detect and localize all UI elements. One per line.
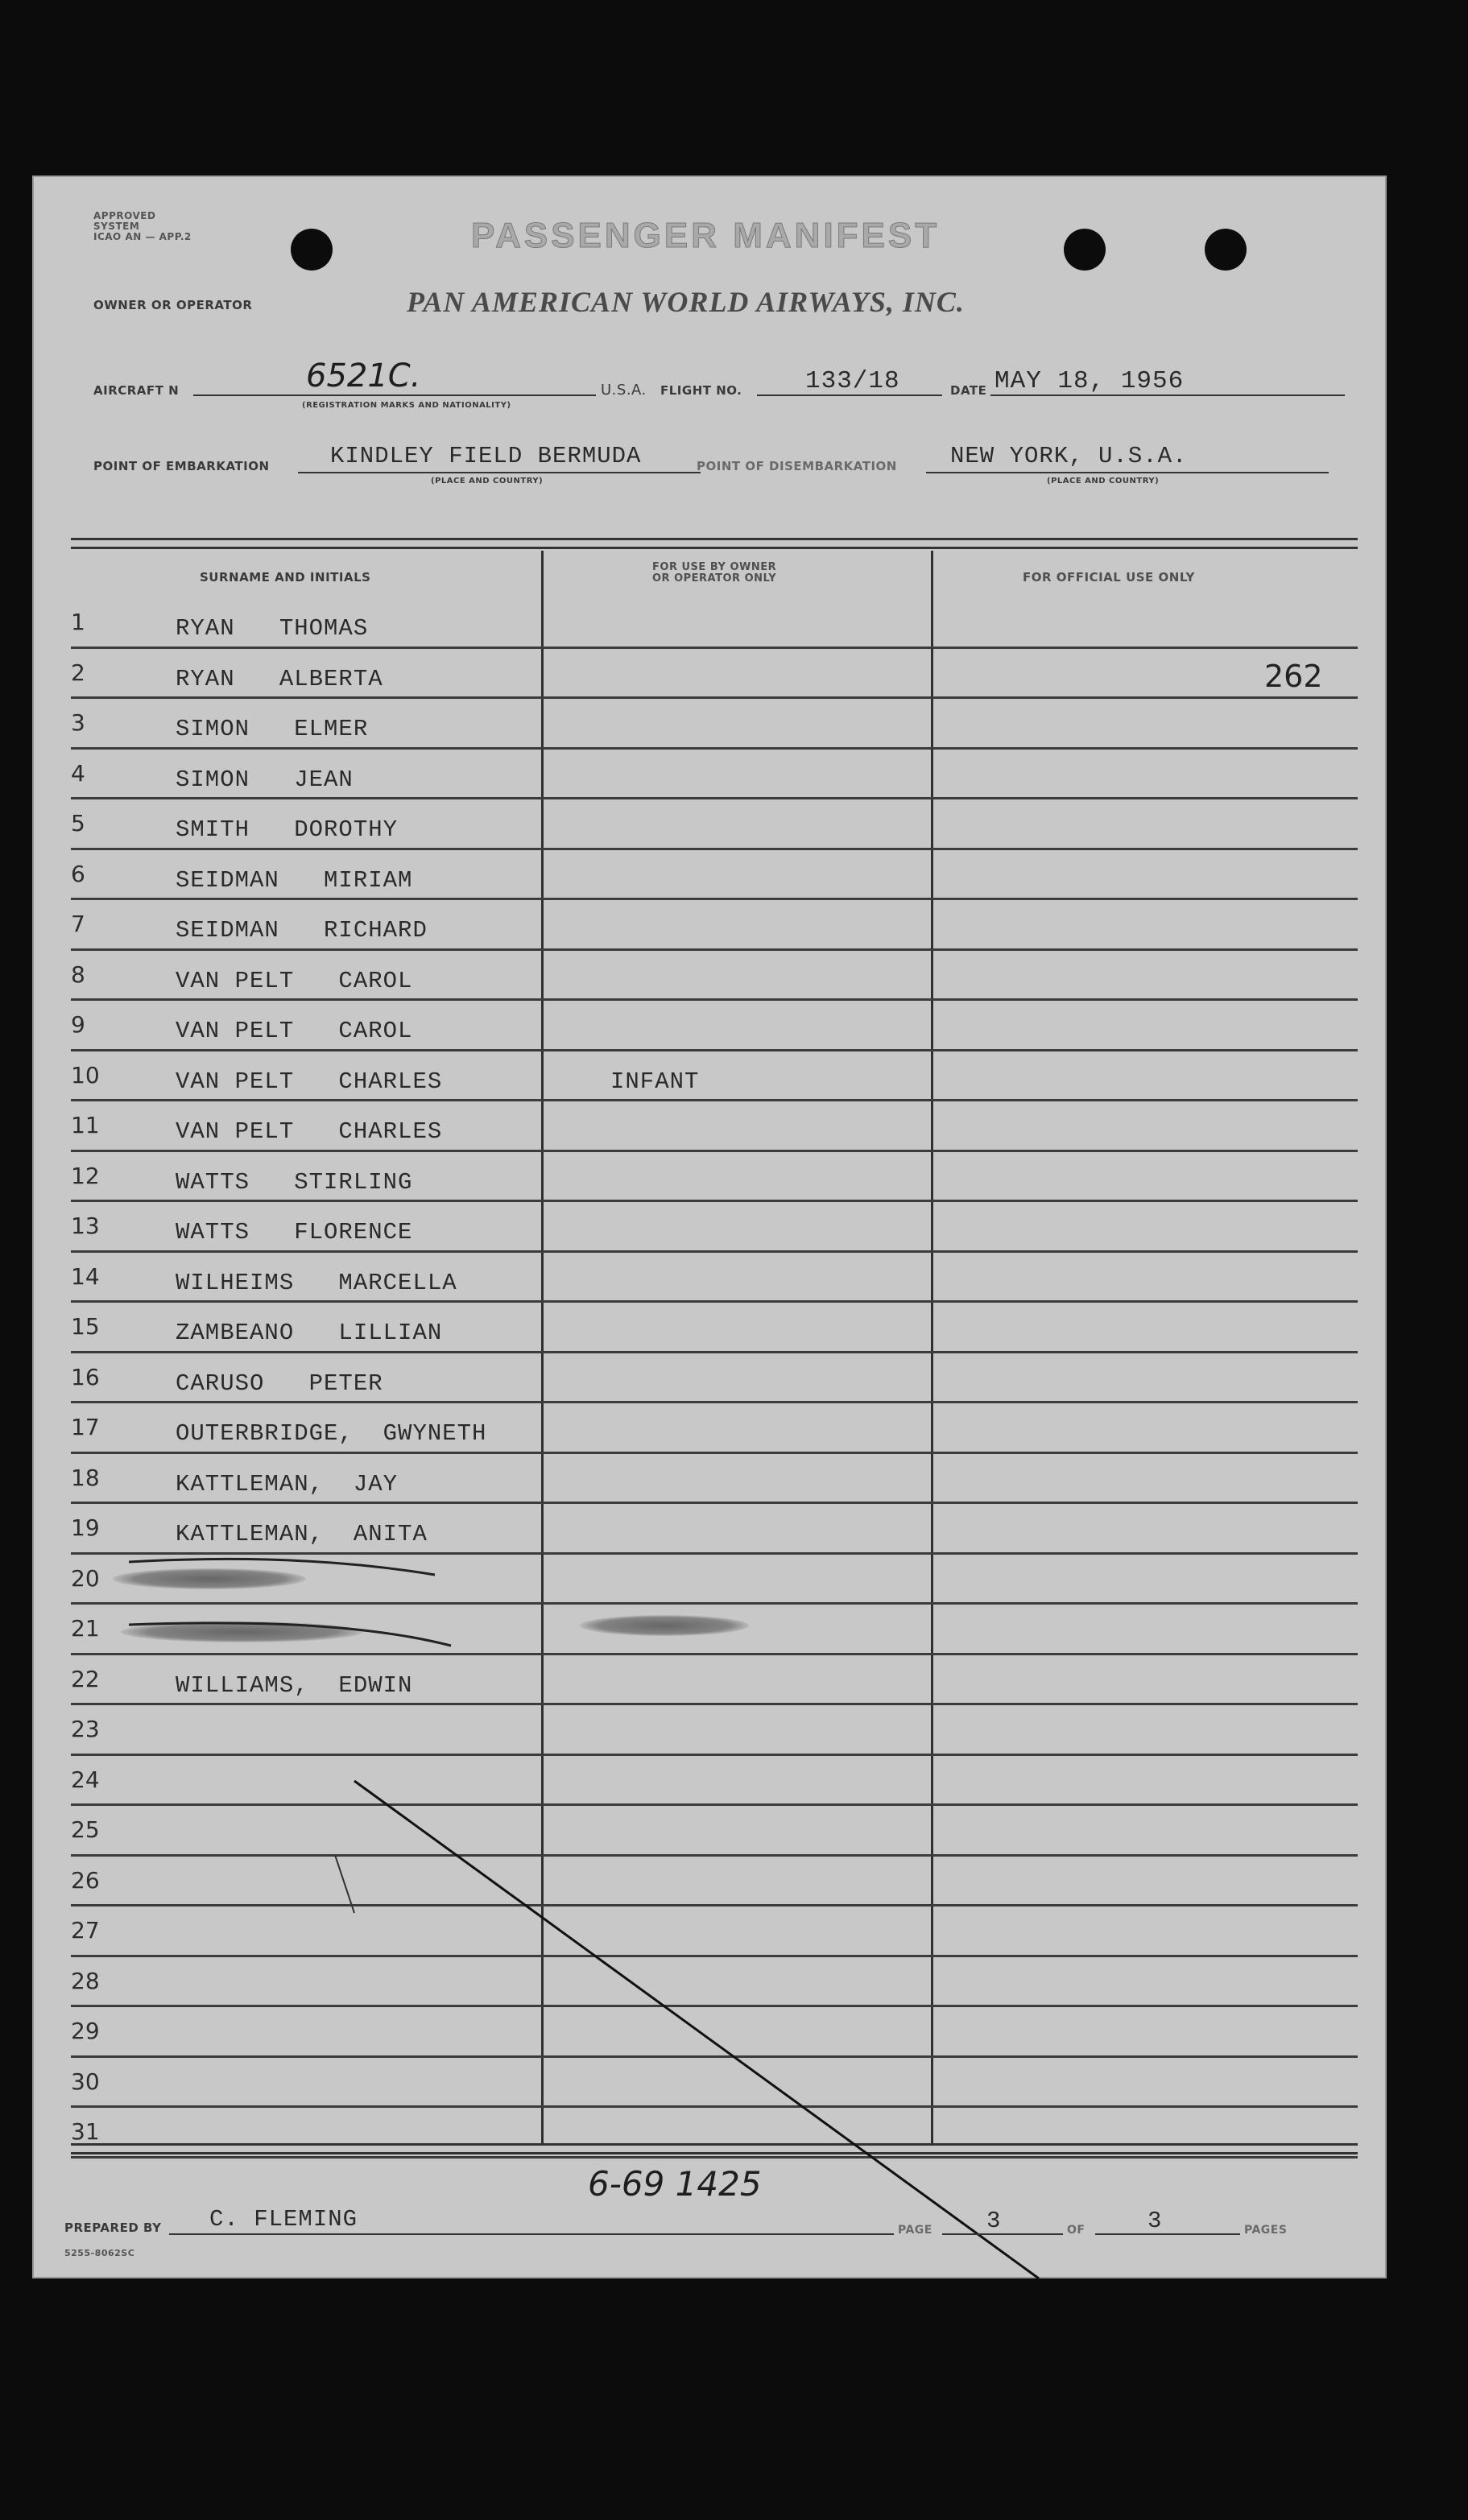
row-number: 19 xyxy=(71,1514,100,1541)
row-number: 13 xyxy=(71,1212,100,1239)
passenger-name: VAN PELT CHARLES xyxy=(176,1118,443,1145)
passenger-name: WILLIAMS, EDWIN xyxy=(176,1671,413,1699)
of-underline xyxy=(1095,2233,1240,2235)
prepared-value: C. FLEMING xyxy=(209,2206,358,2233)
page-title: PASSENGER MANIFEST xyxy=(471,216,941,255)
aircraft-value: 6521C. xyxy=(306,357,421,395)
row-number: 7 xyxy=(71,911,85,937)
embark-value: KINDLEY FIELD BERMUDA xyxy=(330,443,642,469)
row-number: 3 xyxy=(71,709,85,736)
row-number: 22 xyxy=(71,1665,100,1692)
registration-caption: (REGISTRATION MARKS AND NATIONALITY) xyxy=(302,401,511,410)
underline-flourish xyxy=(129,1623,451,1646)
row-number: 10 xyxy=(71,1061,100,1089)
row-number: 30 xyxy=(71,2068,100,2095)
row-number: 11 xyxy=(71,1112,100,1138)
passenger-name: RYAN THOMAS xyxy=(176,615,369,642)
passenger-name: KATTLEMAN, JAY xyxy=(176,1470,399,1498)
row-number: 1 xyxy=(71,609,85,635)
row-number: 16 xyxy=(71,1363,100,1390)
of-value: 3 xyxy=(1148,2208,1163,2234)
passenger-name: SEIDMAN RICHARD xyxy=(176,917,428,944)
row-number: 5 xyxy=(71,810,85,837)
page-label: PAGE xyxy=(898,2224,932,2237)
date-label: DATE xyxy=(950,383,987,398)
row-number: 26 xyxy=(71,1866,100,1894)
manifest-sheet xyxy=(32,176,1387,2278)
row-number: 25 xyxy=(71,1816,100,1843)
strike-stroke xyxy=(354,1781,1039,2278)
row-number: 6 xyxy=(71,860,85,887)
approval-line: APPROVED xyxy=(93,210,156,221)
row-number: 14 xyxy=(71,1262,100,1290)
row-number: 21 xyxy=(71,1615,100,1642)
prepared-label: PREPARED BY xyxy=(64,2220,162,2235)
passenger-name: VAN PELT CAROL xyxy=(176,1018,413,1044)
passenger-name: WATTS STIRLING xyxy=(176,1168,413,1196)
usa-label: U.S.A. xyxy=(601,382,647,399)
passenger-name: ZAMBEANO LILLIAN xyxy=(176,1320,443,1346)
owner-value: PAN AMERICAN WORLD AIRWAYS, INC. xyxy=(407,286,965,318)
flight-label: FLIGHT NO. xyxy=(660,383,742,398)
of-label: OF xyxy=(1067,2224,1085,2237)
row-number: 15 xyxy=(71,1313,100,1340)
passenger-name: SEIDMAN MIRIAM xyxy=(176,866,413,894)
header-surname: SURNAME AND INITIALS xyxy=(200,570,371,585)
underline-flourish xyxy=(129,1559,435,1575)
owner-note: INFANT xyxy=(610,1068,700,1095)
page-underline xyxy=(942,2233,1063,2235)
passenger-name: SIMON JEAN xyxy=(176,766,354,793)
strike-line xyxy=(32,176,1387,2278)
disembark-label: POINT OF DISEMBARKATION xyxy=(697,459,897,473)
embark-label: POINT OF EMBARKATION xyxy=(93,459,270,473)
row-number: 8 xyxy=(71,960,85,988)
approval-line: SYSTEM xyxy=(93,221,140,232)
row-number: 31 xyxy=(71,2118,100,2145)
passenger-name: SMITH DOROTHY xyxy=(176,816,399,843)
page-value: 3 xyxy=(986,2208,1002,2234)
pen-tick xyxy=(335,1855,354,1913)
owner-label: OWNER OR OPERATOR xyxy=(93,298,253,312)
row-number: 29 xyxy=(71,2018,100,2044)
passenger-name: CARUSO PETER xyxy=(176,1369,383,1397)
row-number: 20 xyxy=(71,1564,100,1592)
pages-label: PAGES xyxy=(1244,2224,1288,2237)
row-number: 23 xyxy=(71,1716,100,1742)
passenger-name: SIMON ELMER xyxy=(176,716,369,742)
form-number: 5255-8062SC xyxy=(64,2248,135,2258)
row-number: 2 xyxy=(71,659,85,686)
row-number: 12 xyxy=(71,1162,100,1189)
embark-caption: (PLACE AND COUNTRY) xyxy=(431,477,544,485)
disembark-value: NEW YORK, U.S.A. xyxy=(950,443,1188,469)
row-number: 18 xyxy=(71,1464,100,1491)
row-number: 24 xyxy=(71,1766,100,1793)
handwritten-note: 6-69 1425 xyxy=(588,2164,762,2204)
flight-value: 133/18 xyxy=(805,367,900,395)
passenger-name: RYAN ALBERTA xyxy=(176,665,383,692)
stamp-number: 262 xyxy=(1264,659,1323,694)
date-value: MAY 18, 1956 xyxy=(995,367,1185,395)
header-owner-line: FOR USE BY OWNER xyxy=(652,561,777,573)
passenger-name: OUTERBRIDGE, GWYNETH xyxy=(176,1420,487,1447)
passenger-name: KATTLEMAN, ANITA xyxy=(176,1521,428,1547)
approval-line: ICAO AN — APP.2 xyxy=(93,231,192,242)
row-number: 9 xyxy=(71,1011,85,1038)
row-number: 27 xyxy=(71,1917,100,1944)
passenger-name: VAN PELT CAROL xyxy=(176,967,413,994)
header-owner-line: OR OPERATOR ONLY xyxy=(652,572,777,585)
header-official-use: FOR OFFICIAL USE ONLY xyxy=(1023,570,1195,585)
row-number: 4 xyxy=(71,759,85,787)
disembark-caption: (PLACE AND COUNTRY) xyxy=(1047,477,1160,485)
aircraft-label: AIRCRAFT N xyxy=(93,383,180,398)
row-number: 17 xyxy=(71,1414,100,1440)
row-number: 28 xyxy=(71,1967,100,1994)
passenger-name: WATTS FLORENCE xyxy=(176,1219,413,1246)
passenger-name: VAN PELT CHARLES xyxy=(176,1068,443,1095)
passenger-name: WILHEIMS MARCELLA xyxy=(176,1269,457,1296)
prepared-underline xyxy=(169,2233,894,2235)
